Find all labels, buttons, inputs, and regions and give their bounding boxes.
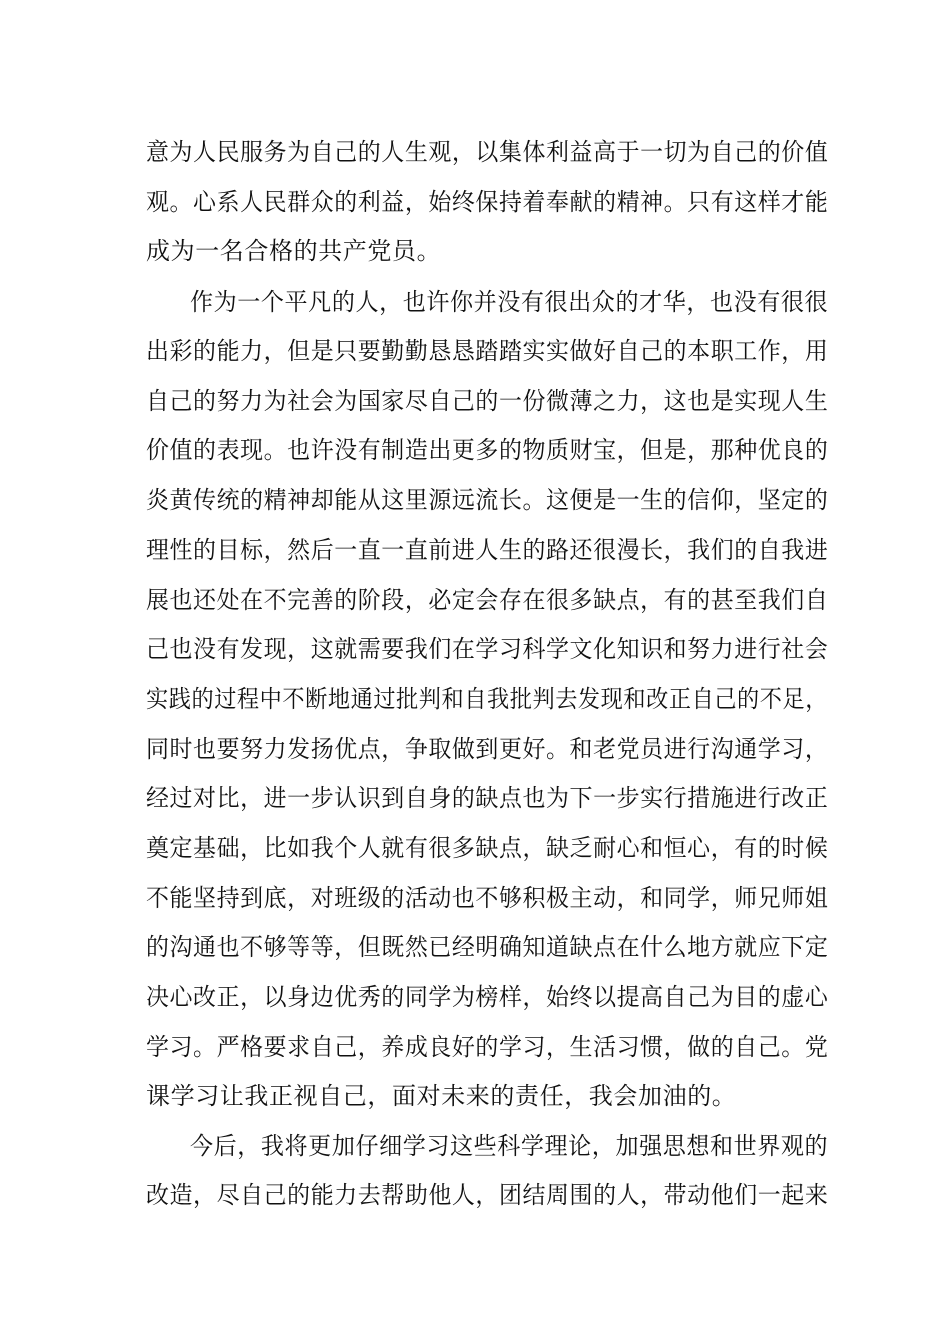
- text-line: 经过对比，进一步认识到自身的缺点也为下一步实行措施进行改正: [146, 784, 829, 812]
- text-line: 的沟通也不够等等，但既然已经明确知道缺点在什么地方就应下定: [146, 933, 829, 961]
- text-line: 实践的过程中不断地通过批判和自我批判去发现和改正自己的不足，: [146, 685, 828, 713]
- text-line: 作为一个平凡的人，也许你并没有很出众的才华，也没有很很: [190, 288, 829, 316]
- text-line: 奠定基础，比如我个人就有很多缺点，缺乏耐心和恒心，有的时候: [146, 834, 829, 862]
- text-line: 价值的表现。也许没有制造出更多的物质财宝，但是，那种优良的: [146, 436, 829, 464]
- text-line: 自己的努力为社会为国家尽自己的一份微薄之力，这也是实现人生: [146, 387, 829, 415]
- text-line: 课学习让我正视自己，面对未来的责任，我会加油的。: [146, 1082, 737, 1110]
- text-line: 意为人民服务为自己的人生观，以集体利益高于一切为自己的价值: [146, 138, 829, 166]
- text-line: 改造，尽自己的能力去帮助他人，团结周围的人，带动他们一起来: [146, 1181, 829, 1209]
- text-line: 今后，我将更加仔细学习这些科学理论，加强思想和世界观的: [190, 1132, 829, 1160]
- text-line: 学习。严格要求自己，养成良好的学习，生活习惯，做的自己。党: [146, 1033, 829, 1061]
- text-line: 炎黄传统的精神却能从这里源远流长。这便是一生的信仰，坚定的: [146, 486, 829, 514]
- text-line: 成为一名合格的共产党员。: [146, 237, 442, 265]
- text-line: 决心改正，以身边优秀的同学为榜样，始终以提高自己为目的虚心: [146, 983, 829, 1011]
- text-line: 出彩的能力，但是只要勤勤恳恳踏踏实实做好自己的本职工作，用: [146, 337, 829, 365]
- text-line: 己也没有发现，这就需要我们在学习科学文化知识和努力进行社会: [146, 635, 829, 663]
- text-line: 同时也要努力发扬优点，争取做到更好。和老党员进行沟通学习，: [146, 735, 829, 763]
- text-line: 观。心系人民群众的利益，始终保持着奉献的精神。只有这样才能: [146, 188, 829, 216]
- text-line: 不能坚持到底，对班级的活动也不够积极主动，和同学，师兄师姐: [146, 884, 829, 912]
- text-line: 理性的目标，然后一直一直前进人生的路还很漫长，我们的自我进: [146, 536, 829, 564]
- text-line: 展也还处在不完善的阶段，必定会存在很多缺点，有的甚至我们自: [146, 586, 829, 614]
